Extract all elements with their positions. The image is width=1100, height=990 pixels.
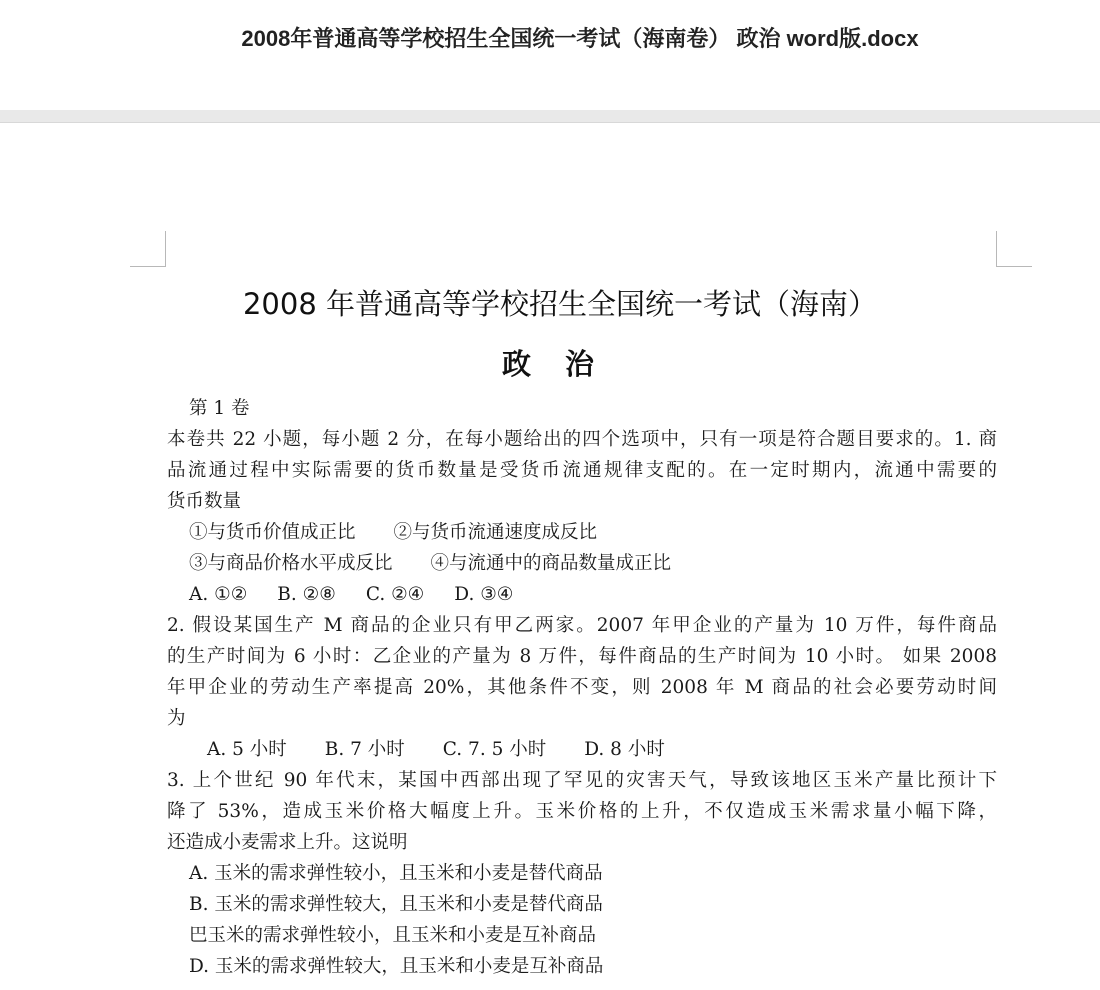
q1-statement: ①与货币价值成正比 — [189, 522, 356, 543]
q1-statement: ③与商品价格水平成反比 — [189, 553, 393, 574]
q1-option: C. ②④ — [365, 584, 425, 605]
page-margin-mark-right — [996, 231, 1032, 267]
document-subject: 政治 — [501, 347, 628, 381]
q1-option: B. ②⑧ — [277, 584, 336, 605]
q2-option: B. 7 小时 — [324, 739, 405, 760]
q2-line: 为 — [167, 708, 186, 729]
q3-line: 降了 53%，造成玉米价格大幅度上升。玉米价格的上升，不仅造成玉米需求量小幅下降， — [167, 801, 997, 822]
q3-option: A. 玉米的需求弹性较小，且玉米和小麦是替代商品 — [189, 863, 603, 884]
intro-line: 品流通过程中实际需要的货币数量是受货币流通规律支配的。在一定时期内，流通中需要的 — [167, 460, 997, 481]
q2-option: C. 7. 5 小时 — [442, 739, 547, 760]
section-heading: 第 1 卷 — [189, 398, 250, 419]
q3-line: 还造成小麦需求上升。这说明 — [167, 832, 408, 853]
title-bar — [0, 0, 1100, 110]
q1-option: D. ③④ — [454, 584, 514, 605]
q1-statement: ②与货币流通速度成反比 — [393, 522, 598, 543]
q1-option: A. ①② — [189, 584, 248, 605]
q3-option: 巴玉米的需求弹性较小，且玉米和小麦是互补商品 — [189, 925, 597, 946]
intro-line: 本卷共 22 小题，每小题 2 分，在每小题给出的四个选项中，只有一项是符合题目要求的。1. 商 — [167, 429, 997, 450]
window-title: 2008年普通高等学校招生全国统一考试（海南卷） 政治 word版.docx — [241, 26, 919, 51]
q2-option: A. 5 小时 — [207, 739, 287, 760]
q2-line: 的生产时间为 6 小时：乙企业的产量为 8 万件，每件商品的生产时间为 10 小时。 如果 2008 — [167, 646, 997, 667]
q1-options-row — [167, 579, 997, 610]
q3-line: 3. 上个世纪 90 年代末，某国中西部出现了罕见的灾害天气，导致该地区玉米产量比预计下 — [167, 770, 997, 791]
q2-line: 年甲企业的劳动生产率提高 20%，其他条件不变，则 2008 年 M 商品的社会必要劳动时间 — [167, 677, 997, 698]
intro-line: 货币数量 — [167, 491, 242, 512]
toolbar-divider — [0, 110, 1100, 123]
q2-option: D. 8 小时 — [584, 739, 665, 760]
q1-statement: ④与流通中的商品数量成正比 — [430, 553, 672, 574]
page-margin-mark-left — [130, 231, 166, 267]
q1-statements-row — [167, 517, 997, 548]
q3-option: D. 玉米的需求弹性较大，且玉米和小麦是互补商品 — [189, 956, 604, 977]
document-body — [167, 393, 997, 982]
q2-options-row — [167, 734, 997, 765]
q1-statements-row — [167, 548, 997, 579]
q3-option: B. 玉米的需求弹性较大，且玉米和小麦是替代商品 — [189, 894, 603, 915]
document-title: 2008 年普通高等学校招生全国统一考试（海南） — [242, 287, 878, 321]
q2-line: 2. 假设某国生产 M 商品的企业只有甲乙两家。2007 年甲企业的产量为 10 万件，每件商品 — [167, 615, 997, 636]
